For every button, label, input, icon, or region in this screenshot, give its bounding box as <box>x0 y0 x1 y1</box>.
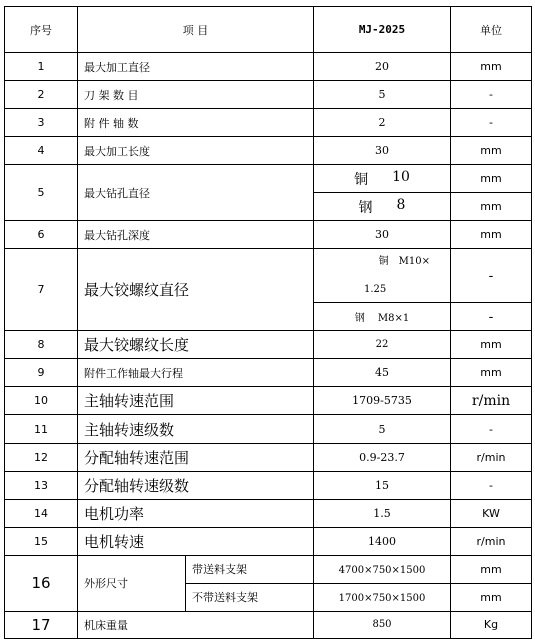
row-no: 2 <box>5 81 78 109</box>
row-item: 外形尺寸 <box>78 555 186 611</box>
table-row <box>5 471 532 499</box>
row-unit: r/min <box>451 443 532 471</box>
row-value: 5 <box>314 415 451 443</box>
dimension-value: 1700×750×1500 <box>338 592 426 604</box>
row-item: 刀 架 数 目 <box>78 81 314 109</box>
table-row <box>5 221 532 249</box>
row-subvalue <box>314 583 451 611</box>
row-unit: mm <box>451 193 532 221</box>
row-unit: - <box>451 109 532 137</box>
row-unit: mm <box>451 359 532 387</box>
row-value: 2 <box>314 109 451 137</box>
row-subvalue <box>314 249 451 303</box>
row-item: 最大钻孔深度 <box>78 221 314 249</box>
table-row <box>5 499 532 527</box>
row-no: 10 <box>5 387 78 415</box>
row-subvalue: 钢 M8×1 <box>314 303 451 331</box>
row-subvalue <box>314 193 451 221</box>
table-row <box>5 249 532 303</box>
table-row <box>5 555 532 583</box>
row-unit: - <box>451 471 532 499</box>
thread-line1: 铜 M10× <box>378 255 430 267</box>
row-item: 主轴转速范围 <box>78 387 314 415</box>
row-no: 1 <box>5 53 78 81</box>
row-item: 机床重量 <box>78 611 314 638</box>
row-value: 0.9-23.7 <box>314 443 451 471</box>
row-no: 12 <box>5 443 78 471</box>
material-value: 10 <box>392 168 410 185</box>
row-value: 5 <box>314 81 451 109</box>
row-no: 8 <box>5 331 78 359</box>
row-value: 30 <box>314 221 451 249</box>
row-item: 最大钻孔直径 <box>78 165 314 221</box>
row-unit: r/min <box>451 527 532 555</box>
row-item: 分配轴转速范围 <box>78 443 314 471</box>
row-unit: mm <box>451 331 532 359</box>
row-no: 6 <box>5 221 78 249</box>
row-item: 主轴转速级数 <box>78 415 314 443</box>
row-unit: - <box>451 81 532 109</box>
table-row <box>5 611 532 638</box>
row-unit: mm <box>451 555 532 583</box>
table-row <box>5 137 532 165</box>
table-row <box>5 109 532 137</box>
row-value: 1.5 <box>314 499 451 527</box>
row-value: 1400 <box>314 527 451 555</box>
row-value: 1709-5735 <box>314 387 451 415</box>
row-no: 9 <box>5 359 78 387</box>
row-item: 最大加工长度 <box>78 137 314 165</box>
row-item: 电机转速 <box>78 527 314 555</box>
row-item: 分配轴转速级数 <box>78 471 314 499</box>
row-unit: - <box>451 249 532 303</box>
header-item: 项 目 <box>78 7 314 53</box>
table-row <box>5 81 532 109</box>
row-value: 20 <box>314 53 451 81</box>
row-no: 4 <box>5 137 78 165</box>
row-value: 45 <box>314 359 451 387</box>
thread-line2: 1.25 <box>364 283 387 295</box>
spec-table <box>4 6 532 639</box>
row-subvalue <box>314 165 451 193</box>
table-row <box>5 527 532 555</box>
row-item: 附件工作轴最大行程 <box>78 359 314 387</box>
row-subvalue <box>314 555 451 583</box>
material-label: 钢 <box>358 199 373 216</box>
row-value: 850 <box>314 611 451 638</box>
row-unit: r/min <box>451 387 532 415</box>
material-value: 8 <box>396 196 406 213</box>
material-label: 铜 <box>354 171 369 188</box>
row-item: 电机功率 <box>78 499 314 527</box>
row-unit: mm <box>451 137 532 165</box>
row-sublabel: 带送料支架 <box>186 555 314 583</box>
row-item: 最大铰螺纹直径 <box>78 249 314 331</box>
row-unit: - <box>451 415 532 443</box>
row-no: 15 <box>5 527 78 555</box>
table-row <box>5 443 532 471</box>
row-value: 15 <box>314 471 451 499</box>
row-value: 30 <box>314 137 451 165</box>
table-row <box>5 165 532 193</box>
row-unit: mm <box>451 583 532 611</box>
header-model: MJ-2025 <box>314 7 451 53</box>
row-no: 17 <box>5 611 78 638</box>
row-unit: - <box>451 303 532 331</box>
header-unit: 单位 <box>451 7 532 53</box>
row-no: 13 <box>5 471 78 499</box>
row-no: 5 <box>5 165 78 221</box>
header-no: 序号 <box>5 7 78 53</box>
row-no: 7 <box>5 249 78 331</box>
row-unit: mm <box>451 53 532 81</box>
table-row <box>5 331 532 359</box>
row-item: 附 件 轴 数 <box>78 109 314 137</box>
row-unit: KW <box>451 499 532 527</box>
row-no: 3 <box>5 109 78 137</box>
row-sublabel: 不带送料支架 <box>186 583 314 611</box>
dimension-value: 4700×750×1500 <box>338 564 426 576</box>
row-no: 11 <box>5 415 78 443</box>
row-unit: mm <box>451 165 532 193</box>
table-row <box>5 387 532 415</box>
table-row <box>5 415 532 443</box>
table-row <box>5 359 532 387</box>
row-item: 最大铰螺纹长度 <box>78 331 314 359</box>
row-value: 22 <box>314 331 451 359</box>
row-item: 最大加工直径 <box>78 53 314 81</box>
row-no: 14 <box>5 499 78 527</box>
row-no: 16 <box>5 555 78 611</box>
row-unit: mm <box>451 221 532 249</box>
row-unit: Kg <box>451 611 532 638</box>
table-row <box>5 53 532 81</box>
header-row <box>5 7 532 53</box>
